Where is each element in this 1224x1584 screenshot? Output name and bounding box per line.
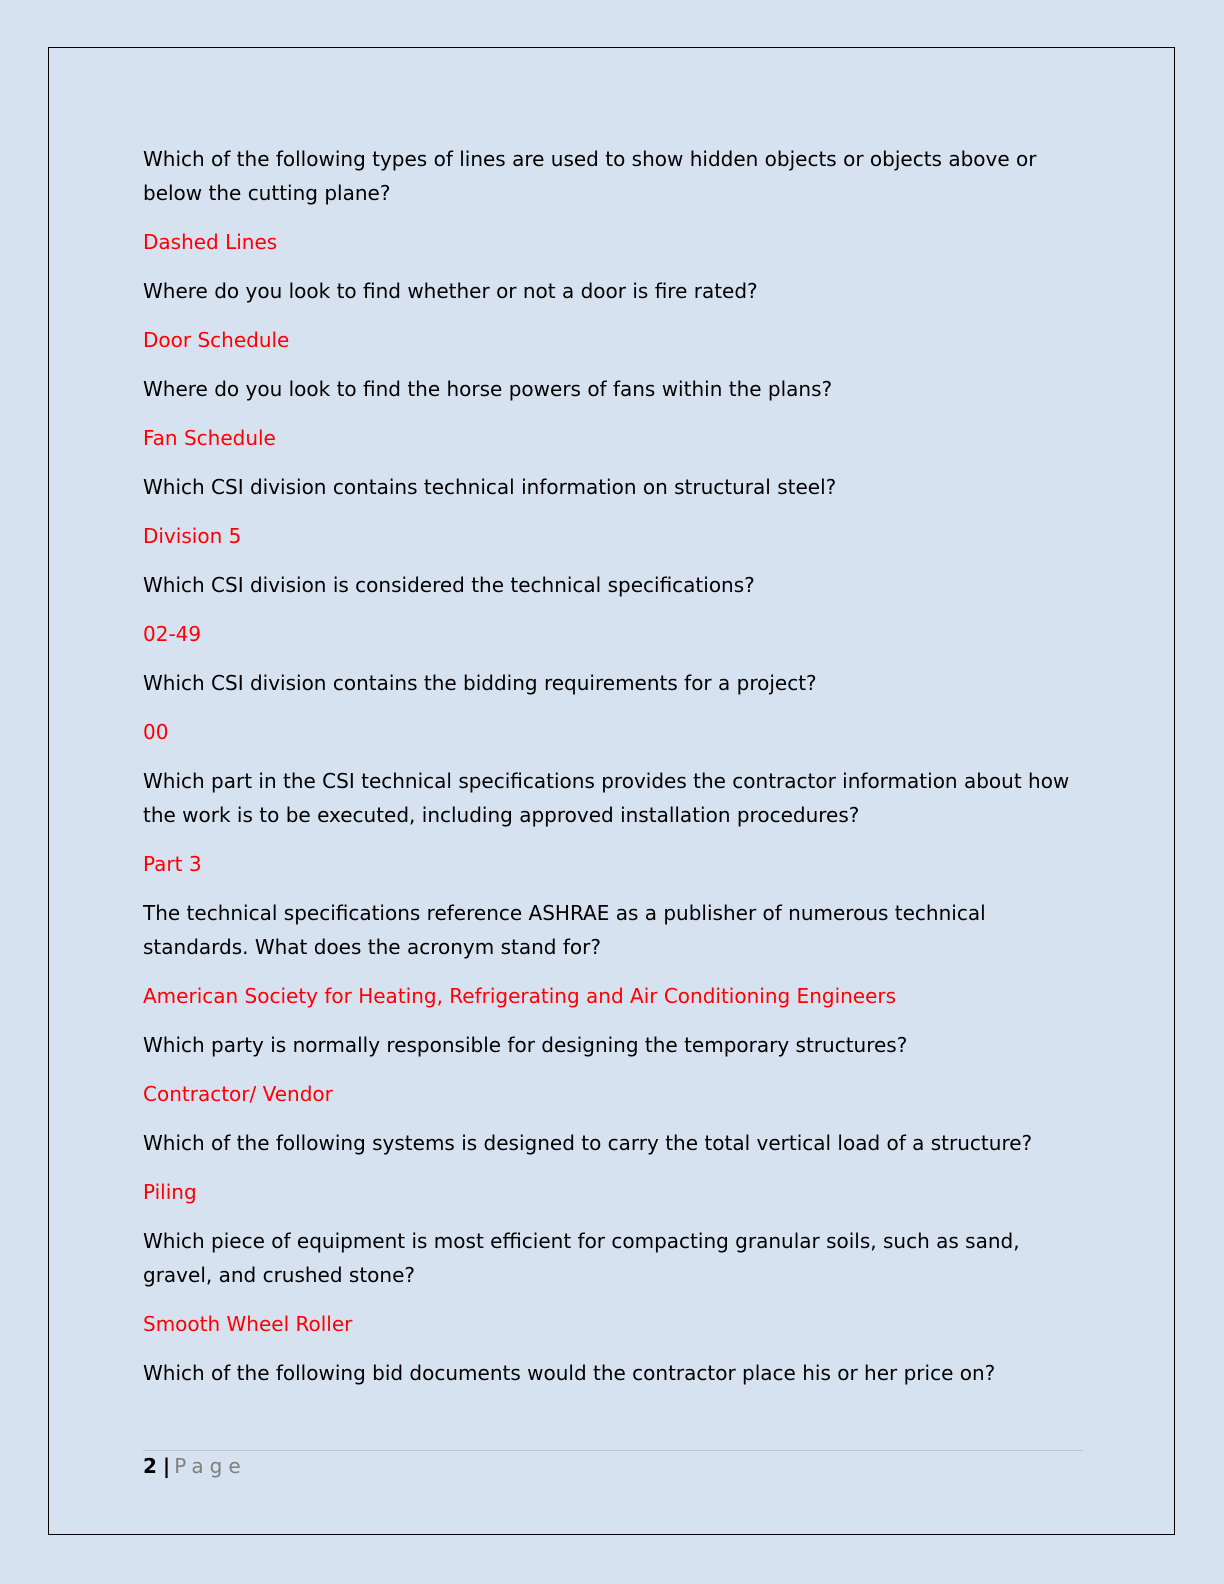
page-number: 2	[143, 1454, 157, 1478]
answer-9: Contractor/ Vendor	[143, 1082, 333, 1106]
page-label: Page	[174, 1454, 247, 1478]
answer-10: Piling	[143, 1180, 197, 1204]
footer-separator: |	[162, 1454, 171, 1478]
question-12: Which of the following bid documents would the contractor place his or her price on?	[143, 1361, 996, 1385]
answer-5: 02-49	[143, 622, 202, 646]
question-5: Which CSI division is considered the technical specifications?	[143, 573, 755, 597]
question-9: Which party is normally responsible for designing the temporary structures?	[143, 1033, 908, 1057]
answer-4: Division 5	[143, 524, 242, 548]
answer-11: Smooth Wheel Roller	[143, 1312, 353, 1336]
question-4: Which CSI division contains technical information on structural steel?	[143, 475, 837, 499]
answer-3: Fan Schedule	[143, 426, 276, 450]
question-10: Which of the following systems is designed to carry the total vertical load of a structure?	[143, 1131, 1033, 1155]
answer-2: Door Schedule	[143, 328, 290, 352]
answer-1: Dashed Lines	[143, 230, 278, 254]
page-footer	[143, 1452, 247, 1480]
question-3: Where do you look to find the horse powers of fans within the plans?	[143, 377, 833, 401]
answer-8: American Society for Heating, Refrigerating and Air Conditioning Engineers	[143, 984, 897, 1008]
answer-6: 00	[143, 720, 169, 744]
question-11: Which piece of equipment is most efficient for compacting granular soils, such as sand, gravel, and crushed stone?	[143, 1229, 1020, 1287]
answer-7: Part 3	[143, 852, 202, 876]
question-7: Which part in the CSI technical specifications provides the contractor information about how the work is to be executed, including approved installation procedures?	[143, 769, 1070, 827]
question-8: The technical specifications reference ASHRAE as a publisher of numerous technical standards. What does the acronym stand for?	[143, 901, 986, 959]
question-2: Where do you look to find whether or not a door is fire rated?	[143, 279, 758, 303]
footer-divider	[143, 1450, 1083, 1451]
question-6: Which CSI division contains the bidding requirements for a project?	[143, 671, 817, 695]
document-body	[143, 142, 1083, 1405]
question-1: Which of the following types of lines are used to show hidden objects or objects above or below the cutting plane?	[143, 147, 1037, 205]
